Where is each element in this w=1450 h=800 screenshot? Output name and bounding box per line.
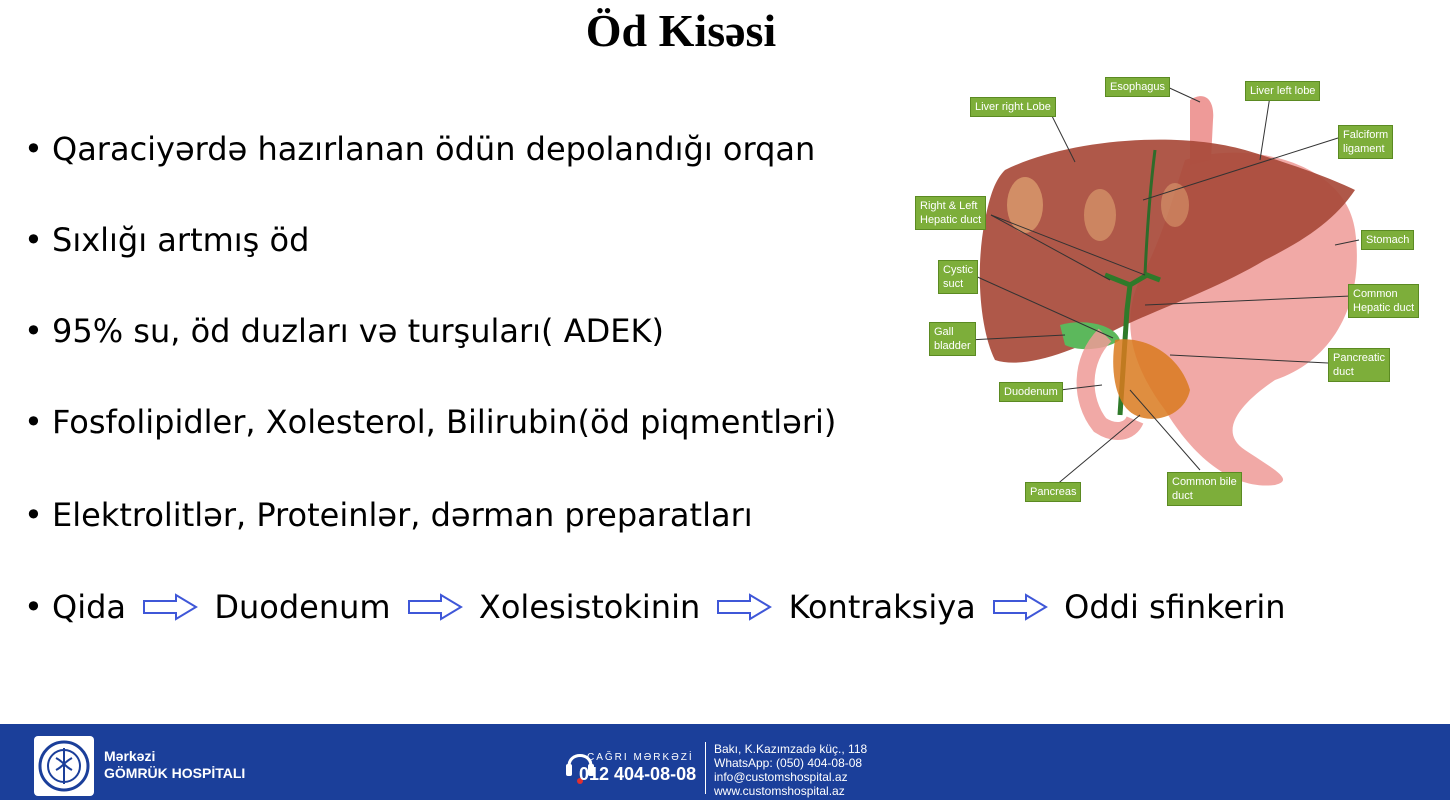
flow-step-oddi-sfinkerin: Oddi sfinkerin bbox=[1064, 588, 1286, 626]
label-pancreatic-duct bbox=[1328, 348, 1390, 382]
liver-gallbladder-diagram bbox=[915, 70, 1430, 510]
hospital-name-line1: Mərkəzi bbox=[104, 748, 156, 764]
contact-info bbox=[714, 742, 867, 798]
bullet-item bbox=[24, 495, 753, 535]
bullet-item bbox=[24, 220, 309, 260]
label-common-bile-duct bbox=[1167, 472, 1242, 506]
flow-step-xolesistokinin: Xolesistokinin bbox=[478, 588, 701, 626]
label-gall-bladder bbox=[929, 322, 976, 356]
call-center-number[interactable]: 012 404-08-08 bbox=[579, 764, 697, 784]
bullet-dot: • bbox=[24, 221, 43, 259]
label-esophagus: Esophagus bbox=[1105, 77, 1170, 97]
label-hepatic-duct bbox=[915, 196, 986, 230]
label-line: Right & Left bbox=[920, 200, 978, 212]
email[interactable]: info@customshospital.az bbox=[714, 770, 848, 784]
bullet-dot: • bbox=[24, 403, 43, 441]
hospital-name-line2: GÖMRÜK HOSPİTALI bbox=[104, 765, 246, 781]
footer-bar bbox=[0, 724, 1450, 800]
label-line: duct bbox=[1172, 490, 1193, 502]
bullet-text: Fosfolipidler, Xolesterol, Bilirubin(öd piqmentləri) bbox=[52, 403, 837, 441]
call-center-label: ÇAĞRI MƏRKƏZİ bbox=[587, 752, 694, 763]
bullet-text: Qaraciyərdə hazırlanan ödün depolandığı orqan bbox=[52, 130, 816, 168]
label-line: Hepatic duct bbox=[920, 214, 982, 226]
label-line: Cystic bbox=[943, 264, 973, 276]
hospital-logo bbox=[34, 736, 94, 796]
label-line: Pancreatic bbox=[1333, 352, 1385, 364]
bullet-dot: • bbox=[24, 588, 43, 626]
bullet-item bbox=[24, 129, 815, 169]
label-line: Common bile bbox=[1172, 476, 1237, 488]
label-line: suct bbox=[943, 278, 964, 290]
label-line: bladder bbox=[934, 340, 971, 352]
label-line: Gall bbox=[934, 326, 954, 338]
flow-step-qida: Qida bbox=[52, 588, 126, 626]
bullet-dot: • bbox=[24, 130, 43, 168]
hospital-name bbox=[104, 748, 245, 782]
label-line: Falciform bbox=[1343, 129, 1389, 141]
label-pancreas: Pancreas bbox=[1025, 482, 1081, 502]
bullet-text: 95% su, öd duzları və turşuları( ADEK) bbox=[52, 312, 664, 350]
address: Bakı, K.Kazımzadə küç., 118 bbox=[714, 742, 868, 756]
bullet-dot: • bbox=[24, 496, 43, 534]
bullet-item bbox=[24, 311, 664, 351]
label-line: Hepatic duct bbox=[1353, 302, 1415, 314]
website[interactable]: www.customshospital.az bbox=[714, 784, 845, 798]
arrow-right-icon bbox=[407, 593, 463, 621]
label-falciform-ligament bbox=[1338, 125, 1393, 159]
bullet-text: Sıxlığı artmış öd bbox=[52, 221, 310, 259]
flow-step-kontraksiya: Kontraksiya bbox=[788, 588, 976, 626]
label-line: Common bbox=[1353, 288, 1398, 300]
bullet-item bbox=[24, 402, 836, 442]
label-liver-left-lobe: Liver left lobe bbox=[1245, 81, 1320, 101]
call-center bbox=[565, 734, 705, 794]
bullet-text: Elektrolitlər, Proteinlər, dərman preparatları bbox=[52, 496, 753, 534]
footer-divider bbox=[705, 742, 706, 794]
label-liver-right-lobe: Liver right Lobe bbox=[970, 97, 1056, 117]
label-stomach: Stomach bbox=[1361, 230, 1414, 250]
label-line: ligament bbox=[1343, 143, 1385, 155]
label-cystic-duct bbox=[938, 260, 978, 294]
arrow-right-icon bbox=[142, 593, 198, 621]
bullet-dot: • bbox=[24, 312, 43, 350]
label-duodenum: Duodenum bbox=[999, 382, 1063, 402]
label-common-hepatic-duct bbox=[1348, 284, 1419, 318]
label-line: duct bbox=[1333, 366, 1354, 378]
emblem-icon bbox=[34, 736, 94, 796]
flow-step-duodenum: Duodenum bbox=[214, 588, 391, 626]
whatsapp[interactable]: WhatsApp: (050) 404-08-08 bbox=[714, 756, 863, 770]
process-flow bbox=[24, 585, 1286, 627]
arrow-right-icon bbox=[716, 593, 772, 621]
arrow-right-icon bbox=[992, 593, 1048, 621]
slide-title: Öd Kisəsi bbox=[585, 5, 777, 56]
